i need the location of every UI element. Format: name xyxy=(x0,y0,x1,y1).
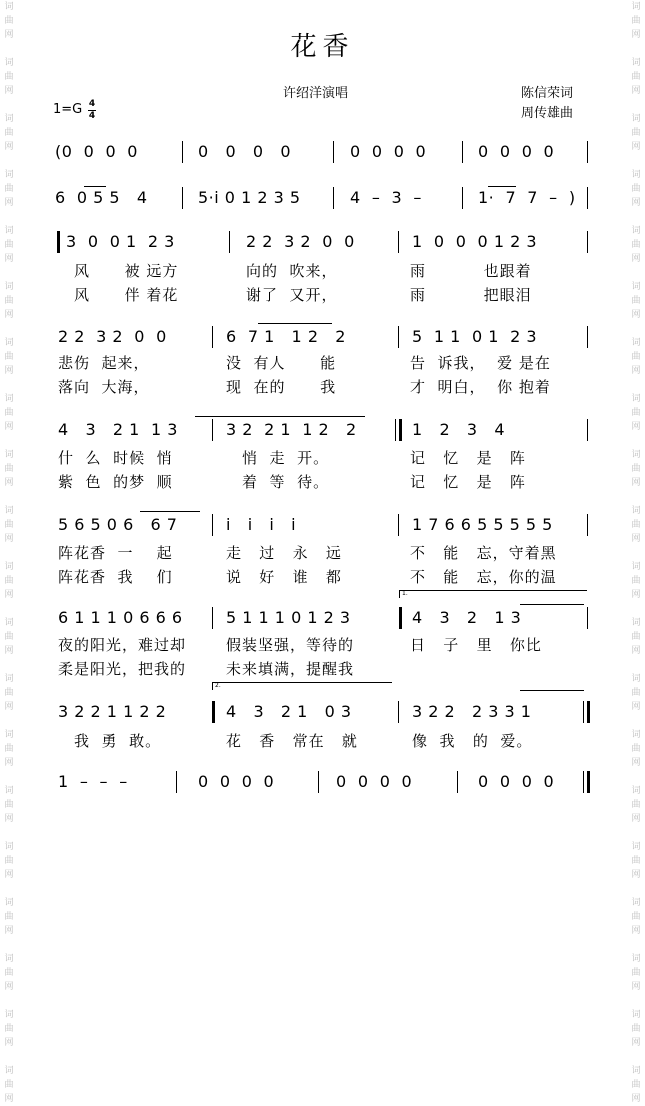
volta-2-bracket xyxy=(212,682,392,683)
measure-notes: 4 – 3 – xyxy=(350,188,422,207)
slur xyxy=(258,323,332,324)
measure-notes: 3 2 2 2 3 3 1 xyxy=(412,702,532,721)
measure-notes: 1 – – – xyxy=(58,772,128,791)
lyric-line-1: 走 过 永 远 xyxy=(226,544,342,562)
barline xyxy=(587,326,588,348)
lyric-line-1: 夜的阳光，难过却 xyxy=(58,636,187,654)
lyric-line-1: 向的 吹来， xyxy=(246,262,338,280)
barline xyxy=(176,771,177,793)
lyric-line-1: 阵花香 一 起 xyxy=(58,544,173,562)
measure-notes: 6 1 1 1 0 6 6 6 xyxy=(58,608,183,627)
lyric-line-2: 着 等 待。 xyxy=(242,473,330,491)
barline xyxy=(333,141,334,163)
volta-1-bracket xyxy=(399,590,587,591)
measure-notes: 3 0 0 1 2 3 xyxy=(66,232,175,251)
key-signature: 1=G xyxy=(53,102,83,117)
measure-notes: 2 2 3 2 0 0 xyxy=(58,327,167,346)
barline xyxy=(212,514,213,536)
measure-notes: 0 0 0 0 xyxy=(350,142,427,161)
barline xyxy=(333,187,334,209)
watermark-left: 词 曲 网 词 曲 网 词 曲 网 词 曲 网 词 曲 网 词 曲 网 词 曲 网 词 曲 网 词 曲 网 词 曲 网 词 曲 网 词 曲 网 词 曲 网 词 曲 网 词 曲 网 词 曲 网 词 曲 网 词 曲 网 词 曲 网 词 曲 网 xyxy=(4,2,14,1104)
slur xyxy=(488,186,516,187)
slur xyxy=(140,511,200,512)
time-signature xyxy=(88,100,96,121)
measure-notes: 0 0 0 0 xyxy=(198,772,275,791)
singer-credit: 许绍洋演唱 xyxy=(283,86,349,101)
lyric-line-2: 不 能 忘，你的温 xyxy=(410,568,557,586)
measure-notes: 3 2 2 1 1 2 2 xyxy=(58,702,167,721)
measure-notes: 1 7 6 6 5 5 5 5 5 xyxy=(412,515,553,534)
measure-notes: 6 0 5 5 4 xyxy=(55,188,148,207)
lyric-line-2: 未来填满，提醒我 xyxy=(226,660,355,678)
lyric-line-1: 悲伤 起来， xyxy=(58,354,150,372)
measure-notes: 0 0 0 0 xyxy=(336,772,413,791)
measure-notes: 4 3 2 1 0 3 xyxy=(226,702,352,721)
measure-notes: 5·i 0 1 2 3 5 xyxy=(198,188,301,207)
fermata-slur xyxy=(520,690,584,691)
measure-notes: 2 2 3 2 0 0 xyxy=(246,232,355,251)
watermark-right: 词 曲 网 词 曲 网 词 曲 网 词 曲 网 词 曲 网 词 曲 网 词 曲 网 词 曲 网 词 曲 网 词 曲 网 词 曲 网 词 曲 网 词 曲 网 词 曲 网 词 曲 网 词 曲 网 词 曲 网 词 曲 网 词 曲 网 词 曲 网 xyxy=(631,2,641,1104)
barline xyxy=(583,771,584,793)
lyric-line-1: 我 勇 敢。 xyxy=(74,732,162,750)
slur xyxy=(520,604,584,605)
lyric-line-1: 记 忆 是 阵 xyxy=(410,449,526,467)
repeat-start xyxy=(57,231,60,253)
lyric-line-1: 花 香 常在 就 xyxy=(226,732,358,750)
barline xyxy=(398,701,399,723)
measure-notes: 6 7 1 1 2 2 xyxy=(226,327,346,346)
lyric-line-1: 日 子 里 你比 xyxy=(410,636,542,654)
lyric-line-1: 雨 也跟着 xyxy=(410,262,532,280)
lyric-line-1: 什 么 时候 悄 xyxy=(58,449,173,467)
lyric-line-2: 谢了 又开， xyxy=(246,286,338,304)
lyric-line-2: 现 在的 我 xyxy=(226,378,337,396)
barline xyxy=(212,419,213,441)
barline xyxy=(182,187,183,209)
lyric-line-1: 不 能 忘，守着黑 xyxy=(410,544,557,562)
barline xyxy=(587,141,588,163)
barline xyxy=(587,514,588,536)
lyric-line-2: 落向 大海， xyxy=(58,378,150,396)
repeat-end xyxy=(212,701,215,723)
barline xyxy=(587,231,588,253)
barline xyxy=(587,187,588,209)
lyric-line-1: 告 诉我， 爱 是在 xyxy=(410,354,551,372)
measure-notes: (0 0 0 0 xyxy=(55,142,138,161)
lyric-line-2: 风 伴 着花 xyxy=(74,286,179,304)
barline xyxy=(583,701,584,723)
barline xyxy=(318,771,319,793)
lyric-line-1: 像 我 的 爱。 xyxy=(412,732,533,750)
lyric-line-1: 没 有人 能 xyxy=(226,354,337,372)
barline xyxy=(395,419,396,441)
lyric-line-2: 柔是阳光，把我的 xyxy=(58,660,187,678)
lyric-line-2: 雨 把眼泪 xyxy=(410,286,532,304)
measure-notes: i i i i xyxy=(226,515,297,534)
lyric-line-2: 阵花香 我 们 xyxy=(58,568,173,586)
slur xyxy=(84,186,106,187)
lyric-line-2: 紫 色 的梦 顺 xyxy=(58,473,173,491)
measure-notes: 1 0 0 0 1 2 3 xyxy=(412,232,538,251)
lyric-line-1: 风 被 远方 xyxy=(74,262,179,280)
volta-1-label: 1. xyxy=(402,590,408,597)
measure-notes: 1· 7 7 – ) xyxy=(478,188,576,207)
lyric-line-1: 悄 走 开。 xyxy=(242,449,330,467)
measure-notes: 0 0 0 0 xyxy=(198,142,291,161)
barline xyxy=(182,141,183,163)
lyricist-credit: 陈信荣词 xyxy=(521,86,574,101)
slur xyxy=(195,416,365,417)
volta-2-hook xyxy=(212,682,213,690)
barline xyxy=(398,514,399,536)
barline xyxy=(587,419,588,441)
measure-notes: 4 3 2 1 3 xyxy=(412,608,522,627)
barline xyxy=(462,187,463,209)
measure-notes: 5 6 5 0 6 6 7 xyxy=(58,515,178,534)
barline xyxy=(457,771,458,793)
barline xyxy=(398,326,399,348)
measure-notes: 1 2 3 4 xyxy=(412,420,505,439)
measure-notes: 5 1 1 1 0 1 2 3 xyxy=(226,608,351,627)
lyric-line-1: 假装坚强，等待的 xyxy=(226,636,355,654)
barline xyxy=(212,607,213,629)
barline xyxy=(398,231,399,253)
barline xyxy=(462,141,463,163)
barline xyxy=(587,607,588,629)
final-barline xyxy=(587,701,590,723)
repeat-end xyxy=(399,607,402,629)
repeat-end xyxy=(399,419,402,441)
measure-notes: 3 2 2 1 1 2 2 xyxy=(226,420,357,439)
barline xyxy=(212,326,213,348)
composer-credit: 周传雄曲 xyxy=(521,106,574,121)
volta-1-hook xyxy=(399,590,400,598)
measure-notes: 0 0 0 0 xyxy=(478,772,555,791)
time-signature-bottom: 4 xyxy=(88,111,96,121)
lyric-line-2: 记 忆 是 阵 xyxy=(410,473,526,491)
volta-2-label: 2. xyxy=(215,682,221,689)
measure-notes: 0 0 0 0 xyxy=(478,142,555,161)
barline xyxy=(229,231,230,253)
measure-notes: 5 1 1 0 1 2 3 xyxy=(412,327,538,346)
lyric-line-2: 才 明白， 你 抱着 xyxy=(410,378,551,396)
song-title: 花香 xyxy=(290,32,355,62)
time-signature-top: 4 xyxy=(88,99,96,109)
lyric-line-2: 说 好 谁 都 xyxy=(226,568,342,586)
final-barline xyxy=(587,771,590,793)
measure-notes: 4 3 2 1 1 3 xyxy=(58,420,178,439)
